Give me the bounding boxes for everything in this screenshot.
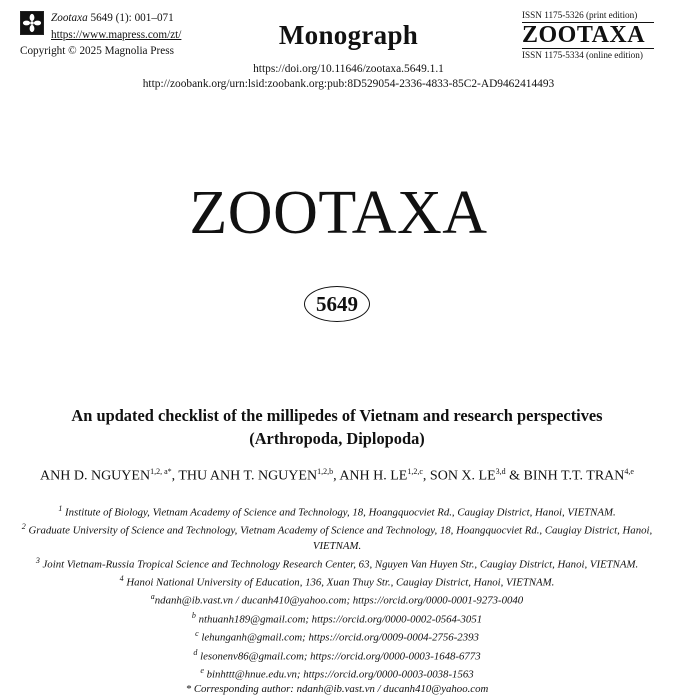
author-name: THU ANH T. NGUYEN	[178, 468, 318, 484]
journal-issue: 5649 (1): 001–071	[90, 12, 174, 24]
author-affil-marker: 4,e	[624, 467, 634, 476]
issn-online: ISSN 1175-5334 (online edition)	[522, 50, 643, 60]
affiliation-text: Hanoi National University of Education, 136, Xuan Thuy Str., Caugiay District, Hanoi, VIETNAM.	[126, 576, 555, 589]
affiliation-marker: 2	[21, 522, 26, 532]
contact-item	[20, 627, 654, 645]
zoobank-link[interactable]: http://zoobank.org/urn:lsid:zoobank.org:pub:8D529054-2336-4833-85C2-AD9462414493	[142, 78, 555, 90]
affiliation-item	[20, 572, 654, 590]
contact-text[interactable]: binhttt@hnue.edu.vn; https://orcid.org/0000-0003-0038-1563	[206, 668, 474, 681]
volume-badge	[304, 286, 370, 322]
author-affil-marker: 3,d	[495, 467, 506, 476]
journal-name: Zootaxa	[51, 12, 88, 24]
cover-journal-title: ZOOTAXA	[189, 179, 488, 247]
contact-item	[20, 609, 654, 627]
author-affil-marker: 1,2,c	[407, 467, 423, 476]
brand-rule-bottom	[522, 48, 654, 49]
affiliation-item	[20, 554, 654, 572]
contact-text[interactable]: nthuanh189@gmail.com; https://orcid.org/0000-0002-0564-3051	[198, 613, 483, 626]
author-name: SON X. LE	[429, 468, 496, 484]
article-title-line-2: (Arthropoda, Diplopoda)	[249, 429, 425, 448]
volume-number: 5649	[316, 291, 358, 316]
author-name: ANH H. LE	[339, 468, 408, 484]
zootaxa-brand-logo: ZOOTAXA	[522, 22, 646, 48]
contact-text[interactable]: ndanh@ib.vast.vn / ducanh410@yahoo.com; https://orcid.org/0000-0001-9273-0040	[154, 594, 524, 607]
contact-marker: b	[191, 610, 196, 620]
article-type-heading: Monograph	[278, 20, 419, 50]
article-title	[20, 404, 654, 450]
author-separator: ,	[333, 468, 340, 484]
article-title-line-1: An updated checklist of the millipedes of Vietnam and research perspectives	[71, 406, 603, 425]
author-affil-marker: 1,2, a*	[150, 467, 172, 476]
contact-marker: d	[193, 647, 198, 657]
author-list	[20, 463, 654, 486]
affiliation-marker: 3	[35, 555, 40, 565]
doi-link[interactable]: https://doi.org/10.11646/zootaxa.5649.1.1	[253, 63, 444, 75]
affiliation-text: Institute of Biology, Vietnam Academy of Science and Technology, 18, Hoangquocviet Rd., Caugiay District, Hanoi, VIETNAM.	[65, 506, 616, 519]
author-name: ANH D. NGUYEN	[40, 468, 151, 484]
author-separator: &	[505, 468, 524, 484]
affiliation-text: Graduate University of Science and Technology, Vietnam Academy of Science and Technology, 18, Hoangquocviet Rd., Caugiay District, Hanoi, VIETNAM.	[28, 524, 653, 552]
issn-print: ISSN 1175-5326 (print edition)	[522, 10, 638, 20]
affiliation-item	[20, 502, 654, 520]
contact-marker: a	[150, 592, 155, 602]
contact-item	[20, 664, 654, 682]
contact-marker: c	[195, 629, 199, 639]
corresponding-author: * Corresponding author: ndanh@ib.vast.vn / ducanh410@yahoo.com	[185, 683, 489, 696]
contact-item	[20, 646, 654, 664]
contact-marker: e	[200, 665, 204, 675]
author-affil-marker: 1,2,b	[317, 467, 334, 476]
contact-text[interactable]: lesonenv86@gmail.com; https://orcid.org/0000-0003-1648-6773	[200, 650, 481, 663]
copyright-notice: Copyright © 2025 Magnolia Press	[20, 45, 174, 57]
affiliation-item	[20, 520, 654, 553]
affiliation-text: Joint Vietnam-Russia Tropical Science and Technology Research Center, 63, Nguyen Van Huyen Str., Caugiay District, Hanoi, VIETNAM.	[42, 558, 639, 571]
affiliation-list	[20, 502, 654, 697]
author-separator: ,	[171, 468, 179, 484]
affiliation-marker: 1	[58, 504, 63, 513]
contact-item	[20, 590, 654, 608]
author-separator: ,	[422, 468, 430, 484]
affiliation-marker: 4	[119, 573, 124, 583]
journal-website-link[interactable]: https://www.mapress.com/zt/	[51, 29, 182, 41]
contact-text[interactable]: lehunganh@gmail.com; https://orcid.org/0009-0004-2756-2393	[201, 631, 479, 644]
author-name: BINH T.T. TRAN	[523, 468, 625, 484]
